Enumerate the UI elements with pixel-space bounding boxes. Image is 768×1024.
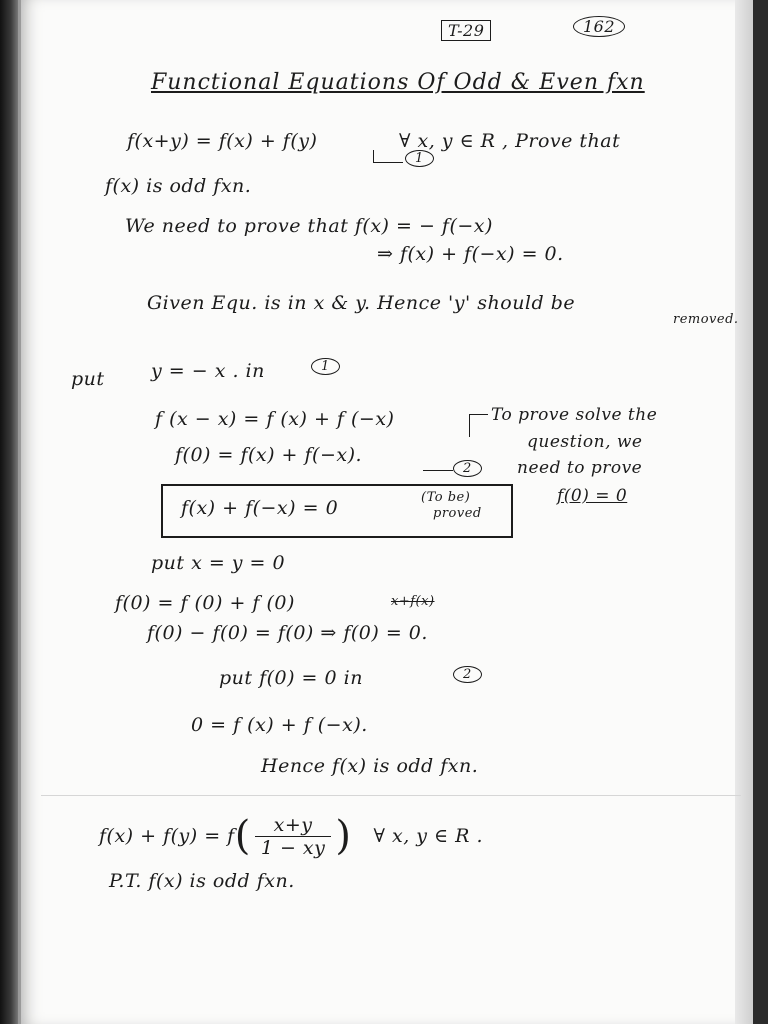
page-number: 162 (573, 16, 625, 37)
step-4: f(0) − f(0) = f(0) ⇒ f(0) = 0. (147, 622, 428, 644)
problem1-condition: ∀ x, y ∈ R , Prove that (399, 130, 621, 152)
left-paren: ( (234, 813, 251, 859)
equation-label-2: 2 (453, 460, 482, 477)
conclusion: Hence f(x) is odd fxn. (261, 755, 479, 777)
label1-pointer (373, 150, 374, 162)
page-edge (735, 0, 753, 1024)
need-line2: ⇒ f(x) + f(−x) = 0. (377, 243, 564, 265)
note-line2: question, we (527, 432, 643, 452)
problem2-equation (99, 808, 483, 864)
fraction (255, 814, 332, 859)
label1-line (373, 162, 403, 163)
put-word: put (71, 368, 105, 390)
boxed-equation: f(x) + f(−x) = 0 (181, 497, 339, 519)
section-divider (41, 795, 741, 796)
fraction-denominator: 1 − xy (260, 836, 326, 859)
boxed-note-2: proved (433, 506, 482, 521)
problem1-equation: f(x+y) = f(x) + f(y) (127, 130, 318, 152)
problem1-statement: f(x) is odd fxn. (105, 175, 252, 197)
label2-line (423, 470, 453, 471)
step-1: f (x − x) = f (x) + f (−x) (155, 408, 395, 430)
given-text: Given Equ. is in x & y. Hence 'y' should be (147, 292, 576, 314)
note-bracket (469, 414, 488, 437)
step-2: f(0) = f(x) + f(−x). (175, 444, 363, 466)
note-line1: To prove solve the (491, 405, 658, 425)
problem2-condition: ∀ x, y ∈ R . (373, 825, 484, 847)
struck-text: x+f(x) (391, 594, 435, 609)
equation-label-1: 1 (405, 150, 434, 167)
page-title: Functional Equations Of Odd & Even fxn (151, 70, 645, 95)
problem2-lhs: f(x) + f(y) = f (99, 825, 235, 847)
problem2-statement: P.T. f(x) is odd fxn. (109, 870, 295, 892)
note-line4: f(0) = 0 (557, 486, 628, 506)
need-line1: We need to prove that f(x) = − f(−x) (125, 215, 493, 237)
boxed-note-1: (To be) (421, 490, 471, 505)
notebook-page (18, 0, 753, 1024)
put-f0: put f(0) = 0 in (219, 667, 363, 689)
put-y-expr: y = − x . in (151, 360, 265, 382)
given-removed: removed. (673, 312, 739, 327)
put-xy: put x = y = 0 (151, 552, 286, 574)
ref-label-2: 2 (453, 666, 482, 683)
step-5: 0 = f (x) + f (−x). (191, 714, 368, 736)
right-paren: ) (335, 813, 352, 859)
step-3: f(0) = f (0) + f (0) (115, 592, 295, 614)
notebook-spine (0, 0, 18, 1024)
note-line3: need to prove (517, 458, 643, 478)
ref-label-1: 1 (311, 358, 340, 375)
ref-code: T-29 (441, 20, 491, 41)
fraction-numerator: x+y (255, 814, 332, 837)
